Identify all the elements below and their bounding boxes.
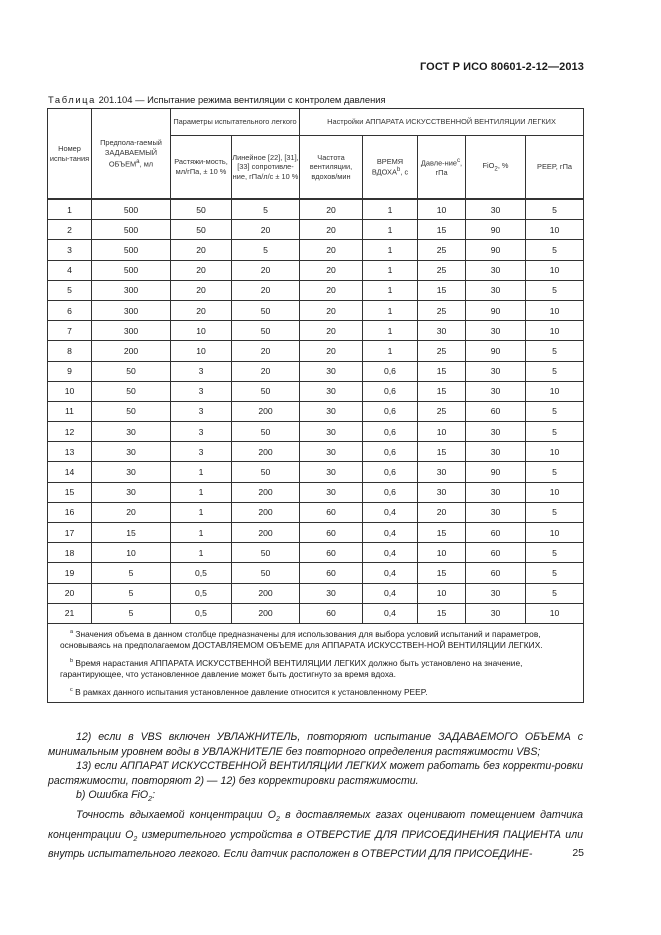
table-cell: 20 [300,240,363,260]
table-cell: 10 [526,260,584,280]
table-cell: 3 [171,361,232,381]
table-caption [48,94,386,105]
table-row [48,563,584,583]
table-cell: 90 [466,462,526,482]
table-cell: 1 [171,462,232,482]
table-cell: 1 [363,341,418,361]
table-cell: 30 [300,442,363,462]
table-cell: 10 [526,603,584,623]
caption-title: Испытание режима вентиляции с контролем давления [147,94,386,105]
table-cell: 13 [48,442,92,462]
table-cell: 1 [363,321,418,341]
table-cell: 0,5 [171,583,232,603]
table-cell: 5 [526,341,584,361]
footnote-a [60,629,573,652]
table-cell: 20 [300,341,363,361]
table-cell: 30 [92,442,171,462]
header-volume-unit: , мл [139,159,154,169]
table-cell: 10 [171,341,232,361]
table-row [48,300,584,320]
table-cell: 5 [526,199,584,220]
table-cell: 0,5 [171,603,232,623]
table-cell: 50 [232,381,300,401]
table-cell: 25 [418,260,466,280]
caption-label: Таблица [48,94,96,105]
table-cell: 30 [466,381,526,401]
table-cell: 20 [300,321,363,341]
table-cell: 30 [466,199,526,220]
table-cell: 1 [171,543,232,563]
table-cell: 30 [418,462,466,482]
table-cell: 50 [232,543,300,563]
table-cell: 30 [300,361,363,381]
table-cell: 17 [48,523,92,543]
table-cell: 20 [92,502,171,522]
table-cell: 50 [92,401,171,421]
table-cell: 25 [418,240,466,260]
table-cell: 50 [232,563,300,583]
table-cell: 5 [526,462,584,482]
table-cell: 12 [48,422,92,442]
table-cell: 1 [363,260,418,280]
table-cell: 50 [171,199,232,220]
table-cell: 60 [300,523,363,543]
table-cell: 90 [466,341,526,361]
footnote-text: В рамках данного испытания установленное давление относится к установленному PEEP. [75,686,428,697]
table-cell: 30 [466,280,526,300]
table-cell: 20 [232,361,300,381]
table-cell: 50 [171,220,232,240]
table-cell: 0,4 [363,563,418,583]
table-cell: 5 [92,583,171,603]
table-cell: 0,6 [363,401,418,421]
table-cell: 200 [232,583,300,603]
table-cell: 60 [466,543,526,563]
table-cell: 15 [418,220,466,240]
footnote-mark: а [70,629,74,636]
table-cell: 0,6 [363,442,418,462]
table-cell: 20 [300,199,363,220]
table-row [48,240,584,260]
o2-sub-2: 2 [133,835,138,843]
table-cell: 4 [48,260,92,280]
table-row [48,442,584,462]
header-fio2-label: FiO [482,160,495,170]
table-row [48,220,584,240]
table-cell: 1 [363,240,418,260]
paragraph-fio2-heading [48,788,583,808]
table-cell: 500 [92,240,171,260]
table-cell: 20 [418,502,466,522]
table-cell: 20 [300,300,363,320]
table-cell: 9 [48,361,92,381]
table-cell: 300 [92,300,171,320]
table-row [48,401,584,421]
table-cell: 60 [466,523,526,543]
table-cell: 3 [171,381,232,401]
header-test-number: Номер испы-тания [48,109,92,200]
table-cell: 6 [48,300,92,320]
header-lung-params: Параметры испытательного легкого [171,109,300,136]
table-row [48,260,584,280]
table-cell: 1 [48,199,92,220]
table-cell: 20 [48,583,92,603]
table-row [48,280,584,300]
table-row [48,381,584,401]
table-body [48,199,584,623]
header-insp-time-unit: , с [400,167,409,177]
table-cell: 5 [526,401,584,421]
table-cell: 8 [48,341,92,361]
header-fio2 [466,136,526,200]
table-cell: 20 [171,240,232,260]
table-cell: 1 [363,300,418,320]
header-fio2-unit: , % [497,160,509,170]
table-cell: 30 [466,422,526,442]
header-insp-time-note: b [396,166,401,174]
footnote-b [60,658,573,681]
table-cell: 10 [92,543,171,563]
table-cell: 19 [48,563,92,583]
footnote-text: Значения объема в данном столбце предназначены для использования для выбора условий испытаний и параметров, основываясь на предполагаемом ДОСТАВЛЯЕМОМ ОБЪЕМЕ для АППАРАТА ИСКУССТВЕН-НОЙ ВЕНТИЛЯЦИИ ЛЕГКИХ. [60,628,543,651]
table-cell: 20 [171,280,232,300]
table-cell: 10 [171,321,232,341]
table-cell: 10 [526,321,584,341]
table-cell: 20 [232,280,300,300]
table-cell: 30 [466,583,526,603]
footnote-text: Время нарастания АППАРАТА ИСКУССТВЕННОЙ ВЕНТИЛЯЦИИ ЛЕГКИХ должно быть установлено на значение, гарантирующее, что установленное давление может быть достигнуто за время вдоха. [60,657,523,680]
table-cell: 30 [466,361,526,381]
table-cell: 15 [418,361,466,381]
o2-sub-1: 2 [276,816,280,824]
table-cell: 50 [92,361,171,381]
header-fio2-sub: 2 [494,165,498,173]
table-cell: 15 [418,280,466,300]
table-cell: 5 [232,199,300,220]
table-cell: 30 [300,462,363,482]
table-cell: 30 [92,462,171,482]
table-cell: 0,4 [363,502,418,522]
table-row [48,583,584,603]
table-cell: 0,6 [363,381,418,401]
table-cell: 50 [232,462,300,482]
table-cell: 0,4 [363,603,418,623]
table-cell: 0,4 [363,543,418,563]
o2-text-b: в доставляемых газах оценивают помещением датчика концентрации O [48,809,584,841]
table-row [48,482,584,502]
table-cell: 30 [466,482,526,502]
table-row [48,603,584,623]
header-pressure [418,136,466,200]
header-resistance: Линейное [22], [31], [33] сопротивле-ние, гПа/л/с ± 10 % [232,136,300,200]
table-cell: 15 [418,381,466,401]
table-cell: 200 [92,341,171,361]
table-cell: 200 [232,442,300,462]
table-cell: 20 [300,280,363,300]
table-cell: 1 [171,523,232,543]
table-cell: 10 [526,381,584,401]
fio2-heading-sub: 2 [148,796,153,804]
table-cell: 30 [466,603,526,623]
table-cell: 200 [232,482,300,502]
table-cell: 0,5 [171,563,232,583]
table-cell: 5 [526,422,584,442]
header-compliance: Растяжи-мость, мл/гПа, ± 10 % [171,136,232,200]
table-cell: 10 [526,442,584,462]
table-cell: 200 [232,603,300,623]
page-number: 25 [572,847,584,859]
table-cell: 30 [300,583,363,603]
table-cell: 90 [466,220,526,240]
table-cell: 5 [232,240,300,260]
table-cell: 3 [171,401,232,421]
table-row [48,361,584,381]
table-cell: 10 [526,523,584,543]
footnote-c [60,687,573,698]
document-code: ГОСТ Р ИСО 80601-2-12—2013 [419,61,584,73]
table-cell: 5 [526,543,584,563]
table-row [48,462,584,482]
table-cell: 10 [418,422,466,442]
table-cell: 90 [466,300,526,320]
table-cell: 5 [526,280,584,300]
o2-text-a: Точность вдыхаемой концентрации O [76,809,276,822]
table-cell: 10 [48,381,92,401]
paragraph-o2-accuracy [48,808,583,862]
table-cell: 10 [526,482,584,502]
table-cell: 15 [48,482,92,502]
table-cell: 5 [526,583,584,603]
table-cell: 300 [92,321,171,341]
table-cell: 30 [92,482,171,502]
table-cell: 1 [363,220,418,240]
table-cell: 60 [466,401,526,421]
header-insp-time [363,136,418,200]
table-cell: 20 [232,341,300,361]
table-cell: 30 [300,401,363,421]
test-table [47,108,584,703]
header-volume [92,109,171,200]
table-cell: 16 [48,502,92,522]
table-cell: 200 [232,523,300,543]
table-cell: 0,6 [363,361,418,381]
footnote-mark: с [70,686,73,693]
table-row [48,523,584,543]
table-cell: 60 [300,563,363,583]
table-cell: 5 [526,563,584,583]
table-cell: 5 [48,280,92,300]
table-cell: 5 [526,361,584,381]
header-insp-time-label: ВРЕМЯ ВДОХА [371,156,404,177]
table-cell: 20 [171,260,232,280]
table-cell: 1 [363,199,418,220]
table-cell: 20 [232,260,300,280]
table-cell: 20 [300,260,363,280]
table-cell: 500 [92,220,171,240]
header-peep: PEEP, гПа [526,136,584,200]
table-cell: 1 [171,502,232,522]
paragraph-no-compliance: 13) если АППАРАТ ИСКУССТВЕННОЙ ВЕНТИЛЯЦИИ ЛЕГКИХ может работать без корректи-ровки растяжимости, повторяют 2) — 12) без корректировки растяжимости. [48,760,583,787]
table-row [48,543,584,563]
table-cell: 30 [92,422,171,442]
table-cell: 500 [92,260,171,280]
fio2-heading-suffix: : [152,789,156,802]
table-cell: 3 [171,422,232,442]
table-cell: 30 [466,260,526,280]
table-cell: 20 [300,220,363,240]
table-cell: 15 [418,523,466,543]
table-cell: 21 [48,603,92,623]
table-cell: 0,6 [363,462,418,482]
table-cell: 10 [526,300,584,320]
table-cell: 15 [418,603,466,623]
table-cell: 0,4 [363,583,418,603]
table-cell: 5 [526,240,584,260]
header-pressure-unit: , гПа [435,158,463,177]
table-row [48,199,584,220]
table-cell: 30 [300,422,363,442]
header-volume-label: Предпола-гаемый ЗАДАВАЕМЫЙ ОБЪЕМ [100,138,162,169]
table-cell: 30 [418,482,466,502]
table-cell: 60 [300,603,363,623]
header-rate: Частота вентиляции, вдохов/мин [300,136,363,200]
header-volume-note: а [136,157,140,165]
table-cell: 30 [466,321,526,341]
table-cell: 15 [92,523,171,543]
caption-dash: — [135,94,145,105]
table-cell: 15 [418,442,466,462]
table-cell: 50 [232,422,300,442]
table-cell: 30 [466,502,526,522]
caption-number: 201.104 [98,94,133,105]
table-cell: 60 [300,543,363,563]
table-cell: 10 [418,199,466,220]
table-cell: 5 [92,563,171,583]
header-pressure-note: с [456,156,461,164]
table-cell: 5 [526,502,584,522]
table-cell: 200 [232,502,300,522]
paragraph-humidifier: 12) если в VBS включен УВЛАЖНИТЕЛЬ, повторяют испытание ЗАДАВАЕМОГО ОБЪЕМА с минимальным уровнем воды в УВЛАЖНИТЕЛЕ без повторного определения растяжимости VBS; [48,731,583,758]
table-cell: 15 [418,563,466,583]
table-cell: 0,6 [363,422,418,442]
table-cell: 25 [418,401,466,421]
table-cell: 7 [48,321,92,341]
header-pressure-label: Давле-ние [420,158,457,168]
table-cell: 5 [92,603,171,623]
table-cell: 300 [92,280,171,300]
table-row [48,321,584,341]
table-cell: 200 [232,401,300,421]
table-cell: 3 [48,240,92,260]
table-cell: 2 [48,220,92,240]
table-cell: 0,4 [363,523,418,543]
table-cell: 90 [466,240,526,260]
table-cell: 50 [232,321,300,341]
table-cell: 25 [418,300,466,320]
table-cell: 10 [526,220,584,240]
table-cell: 14 [48,462,92,482]
o2-text-c: измерительного устройства в ОТВЕРСТИЕ ДЛЯ ПРИСОЕДИНЕНИЯ ПАЦИЕНТА или внутрь испытательного легкого. Если датчик расположен в ОТВЕРСТИИ ДЛЯ ПРИСОЕДИНЕ- [48,828,584,861]
table-cell: 10 [418,583,466,603]
table-cell: 25 [418,341,466,361]
table-cell: 30 [418,321,466,341]
table-cell: 18 [48,543,92,563]
table-row [48,341,584,361]
table-cell: 50 [92,381,171,401]
table-cell: 30 [300,381,363,401]
table-footnotes [48,623,584,702]
footnote-mark: b [70,657,74,664]
table-cell: 20 [171,300,232,320]
body-text [48,730,583,862]
table-cell: 0,6 [363,482,418,502]
table-cell: 50 [232,300,300,320]
table-row [48,422,584,442]
table-cell: 500 [92,199,171,220]
table-cell: 30 [466,442,526,462]
table-cell: 1 [171,482,232,502]
table-cell: 1 [363,280,418,300]
table-cell: 60 [300,502,363,522]
table-cell: 30 [300,482,363,502]
table-cell: 20 [232,220,300,240]
table-cell: 11 [48,401,92,421]
table-cell: 60 [466,563,526,583]
fio2-heading-text: b) Ошибка FiO [76,789,149,802]
table-cell: 3 [171,442,232,462]
table-cell: 10 [418,543,466,563]
table-row [48,502,584,522]
header-ventilator-settings: Настройки АППАРАТА ИСКУССТВЕННОЙ ВЕНТИЛЯЦИИ ЛЕГКИХ [300,109,584,136]
